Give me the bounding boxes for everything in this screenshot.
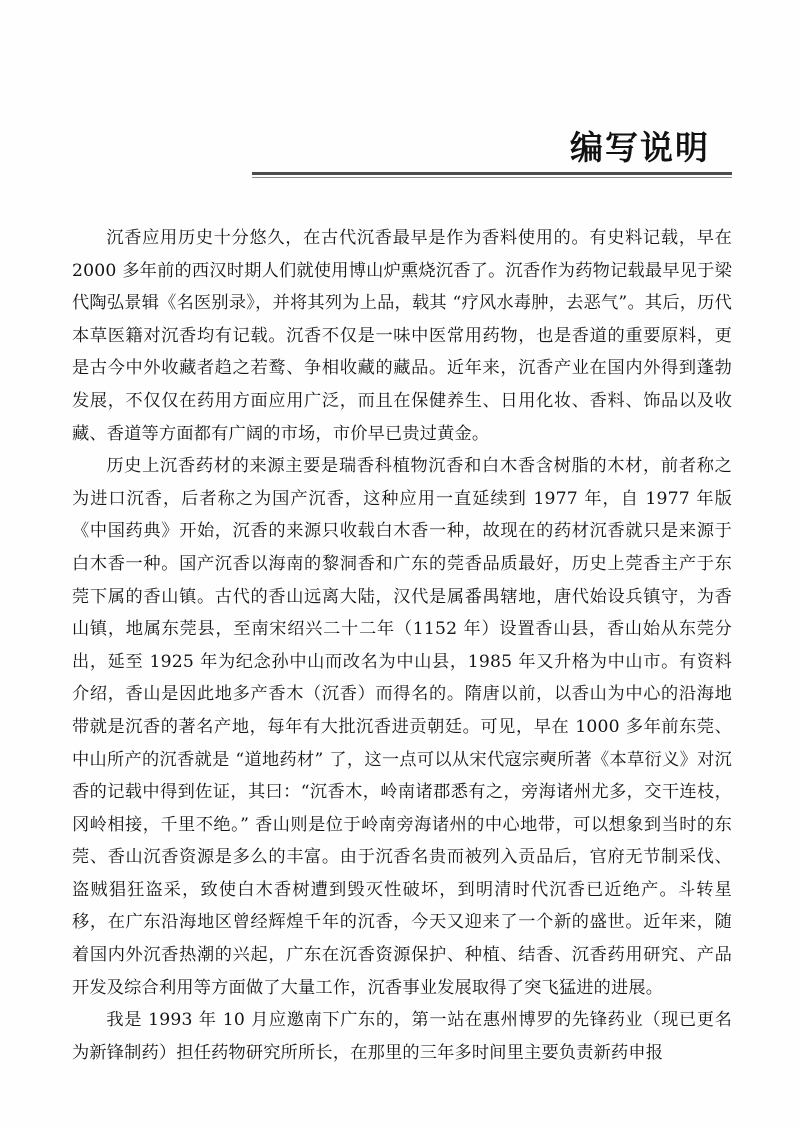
page-title: 编写说明 xyxy=(570,128,710,167)
heading-rule-thin xyxy=(252,177,732,178)
body-text xyxy=(72,222,732,1069)
page-heading-block xyxy=(72,128,732,190)
heading-rule-thick xyxy=(252,172,732,175)
paragraph: 我是 1993 年 10 月应邀南下广东的，第一站在惠州博罗的先锋药业（现已更名为新锋制药）担任药物研究所所长，在那里的三年多时间里主要负责新药申报 xyxy=(72,1010,732,1063)
paragraph: 沉香应用历史十分悠久，在古代沉香最早是作为香料使用的。有史料记载，早在 2000 多年前的西汉时期人们就使用博山炉熏烧沉香了。沉香作为药物记载最早见于梁代陶弘景辑《名医别录》，并将其列为上品，载其 “疗风水毒肿，去恶气”。其后，历代本草医籍对沉香均有记载。沉香不仅是一味中医常用药物，也是香道的重要原料，更是古今中外收藏者趋之若鹜、争相收藏的藏品。近年来，沉香产业在国内外得到蓬勃发展，不仅仅在药用方面应用广泛，而且在保健养生、日用化妆、香料、饰品以及收藏、香道等方面都有广阔的市场，市价早已贵过黄金。 xyxy=(72,228,732,444)
page-content-area xyxy=(72,0,732,1130)
paragraph: 历史上沉香药材的来源主要是瑞香科植物沉香和白木香含树脂的木材，前者称之为进口沉香，后者称之为国产沉香，这种应用一直延续到 1977 年，自 1977 年版《中国药典》开始，沉香的来源只收载白木香一种，故现在的药材沉香就只是来源于白木香一种。国产沉香以海南的黎洞香和广东的莞香品质最好，历史上莞香主产于东莞下属的香山镇。古代的香山远离大陆，汉代是属番禺辖地，唐代始设兵镇守，为香山镇，地属东莞县，至南宋绍兴二十二年（1152 年）设置香山县，香山始从东莞分出，延至 1925 年为纪念孙中山而改名为中山县，1985 年又升格为中山市。有资料介绍，香山是因此地多产香木（沉香）而得名的。隋唐以前，以香山为中心的沿海地带就是沉香的著名产地，每年有大批沉香进贡朝廷。可见，早在 1000 多年前东莞、中山所产的沉香就是 “道地药材” 了，这一点可以从宋代寇宗奭所著《本草衍义》对沉香的记载中得到佐证，其曰：“沉香木，岭南诸郡悉有之，旁海诸州尤多，交干连枝，冈岭相接，千里不绝。” 香山则是位于岭南旁海诸州的中心地带，可以想象到当时的东莞、香山沉香资源是多么的丰富。由于沉香名贵而被列入贡品后，官府无节制采伐、盗贼猖狂盗采，致使白木香树遭到毁灭性破坏，到明清时代沉香已近绝产。斗转星移，在广东沿海地区曾经辉煌千年的沉香，今天又迎来了一个新的盛世。近年来，随着国内外沉香热潮的兴起，广东在沉香资源保护、种植、结香、沉香药用研究、产品开发及综合利用等方面做了大量工作，沉香事业发展取得了突飞猛进的进展。 xyxy=(72,456,732,998)
